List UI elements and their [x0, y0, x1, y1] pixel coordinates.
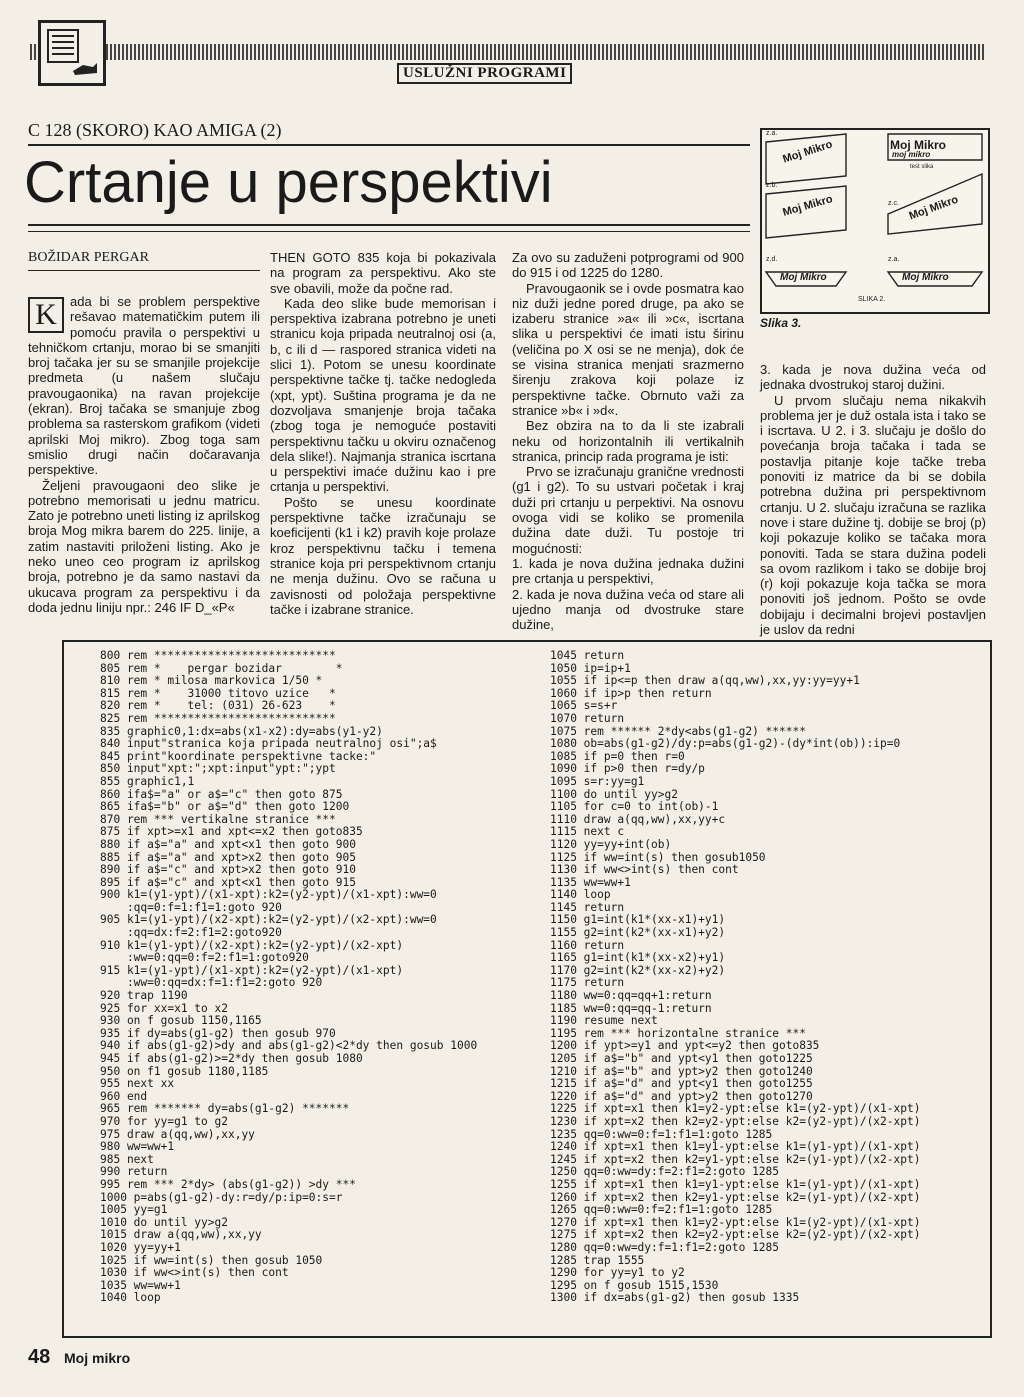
code-line: 1125 if ww=int(s) then gosub1050 — [550, 850, 766, 864]
code-line: 1225 if xpt=x1 then k1=y2-ypt:else k1=(y2-ypt)/(x1-xpt) — [550, 1102, 921, 1116]
divider — [28, 224, 750, 226]
code-line: 1300 if dx=abs(g1-g2) then gosub 1335 — [550, 1291, 800, 1305]
code-line: 925 for xx=x1 to x2 — [100, 1001, 228, 1015]
paragraph: Pošto se unesu koordinate perspektivne tačke izračunaju se koeficijenti (k1 i k2) pravih koje prolaze kroz perspektivnu tačku i temena stranice koja pri perspektivnom crtanju ne menja dužinu. Ovo se računa u zavisnosti od položaja perspektivne tačke i izabrane stranice. — [270, 494, 496, 617]
code-line: 1230 if xpt=x2 then k2=y2-ypt:else k2=(y2-ypt)/(x2-xpt) — [550, 1114, 921, 1128]
code-line: 1200 if ypt>=y1 and ypt<=y2 then goto835 — [550, 1039, 820, 1053]
code-line: 910 k1=(y1-ypt)/(x2-xpt):k2=(y2-ypt)/(x2-xpt) — [100, 938, 404, 952]
code-line: 895 if a$="c" and xpt<x1 then goto 915 — [100, 875, 356, 889]
code-line: 845 print"koordinate perspektivne tacke:" — [100, 749, 377, 763]
code-line: 1160 return — [550, 938, 625, 952]
code-line: 1080 ob=abs(g1-g2)/dy:p=abs(g1-g2)-(dy*int(ob)):ip=0 — [550, 737, 901, 751]
code-line: 960 end — [100, 1089, 148, 1103]
code-line: 1220 if a$="d" and ypt>y2 then goto1270 — [550, 1089, 813, 1103]
code-line: 1170 g2=int(k2*(xx-x2)+y2) — [550, 963, 726, 977]
code-line: 1025 if ww=int(s) then gosub 1050 — [100, 1253, 323, 1267]
code-line: 870 rem *** vertikalne stranice *** — [100, 812, 336, 826]
logo-text: Moj Mikro — [890, 138, 946, 152]
code-line: 1035 ww=ww+1 — [100, 1278, 181, 1292]
list-item: 1. kada je nova dužina jednaka dužini pre crtanja u perspektivi, — [512, 555, 744, 587]
code-line: 1235 qq=0:ww=0:f=1:f1=1:goto 1285 — [550, 1127, 773, 1141]
hand-icon — [71, 51, 99, 77]
list-item: 3. kada je nova dužina veća od jednaka dvostrukoj staroj dužini. — [760, 362, 986, 393]
code-line: 1195 rem *** horizontalne stranice *** — [550, 1026, 806, 1040]
author-byline: BOŽIDAR PERGAR — [28, 250, 149, 265]
article-kicker: C 128 (SKORO) KAO AMIGA (2) — [28, 120, 282, 140]
code-line: 1045 return — [550, 649, 625, 662]
code-line: 995 rem *** 2*dy> (abs(g1-g2)) >dy *** — [100, 1177, 356, 1191]
article-title: Crtanje u perspektivi — [24, 150, 553, 215]
code-line: 985 next — [100, 1152, 154, 1166]
code-line: 1095 s=r:yy=g1 — [550, 774, 645, 788]
paragraph: Željeni pravougaoni deo slike je potrebno memorisati u jednu matricu. Zato je potrebno uneti listing iz aprilskog broja Mog mikra barem do 225. linije, a zatim nastaviti priloženi listing. Ako je neko uneo ceo program iz aprilskog broja, potrebno je da samo nastavi da ukucava program za perspektivu i da doda jednu liniju npr.: 246 IF D_«P« — [28, 477, 260, 615]
logo-text: Moj Mikro — [781, 138, 834, 166]
code-line: 1180 ww=0:qq=qq+1:return — [550, 989, 712, 1003]
code-line: 1055 if ip<=p then draw a(qq,ww),xx,yy:yy=yy+1 — [550, 674, 860, 688]
code-line: 1215 if a$="d" and ypt<y1 then goto1255 — [550, 1077, 813, 1091]
code-line: 1265 qq=0:ww=0:f=2:f1=1:goto 1285 — [550, 1203, 773, 1217]
logo-text: Moj Mikro — [780, 272, 827, 283]
magazine-section-logo — [38, 20, 106, 86]
code-line: 825 rem *************************** — [100, 711, 336, 725]
divider — [28, 231, 750, 232]
code-line: 1090 if p>0 then r=dy/p — [550, 762, 705, 776]
code-line: 1205 if a$="b" and ypt<y1 then goto1225 — [550, 1052, 813, 1065]
code-line: 970 for yy=g1 to g2 — [100, 1114, 228, 1128]
code-line: 800 rem *************************** — [100, 649, 336, 662]
code-line: :ww=0:qq=dx:f=1:f1=2:goto 920 — [100, 976, 323, 990]
test-label: test slika — [910, 164, 934, 170]
code-line: 920 trap 1190 — [100, 989, 188, 1003]
code-line: 1145 return — [550, 900, 625, 914]
code-line: 1275 if xpt=x2 then k2=y2-ypt:else k2=(y2-ypt)/(x2-xpt) — [550, 1228, 921, 1242]
code-line: 1115 next c — [550, 825, 625, 839]
article-column-4 — [760, 362, 986, 637]
code-line: 1190 resume next — [550, 1014, 658, 1028]
magazine-name: Moj mikro — [64, 1350, 131, 1366]
logo-text: Moj Mikro — [781, 193, 835, 219]
paragraph: Bez obzira na to da li ste izabrali neku od horizontalnih ili vertikalnih stranica, princip rada programa je isti: — [512, 418, 744, 464]
code-line: 915 k1=(y1-ypt)/(x1-xpt):k2=(y2-ypt)/(x1-xpt) — [100, 963, 404, 977]
article-column-2 — [270, 250, 496, 617]
panel-label: z.d. — [766, 256, 778, 263]
article-column-1 — [28, 294, 260, 615]
code-line: 1040 loop — [100, 1291, 161, 1305]
code-line: 950 on f1 gosub 1180,1185 — [100, 1064, 269, 1078]
page-number: 48 — [28, 1346, 51, 1368]
code-line: 1005 yy=g1 — [100, 1203, 168, 1217]
code-line: 905 k1=(y1-ypt)/(x2-xpt):k2=(y2-ypt)/(x2-xpt):ww=0 — [100, 913, 437, 927]
panel-label: z.a. — [766, 130, 778, 137]
logo-text: moj mikro — [892, 150, 931, 159]
code-line: 900 k1=(y1-ypt)/(x1-xpt):k2=(y2-ypt)/(x1-xpt):ww=0 — [100, 888, 437, 902]
code-line: 880 if a$="a" and xpt<x1 then goto 900 — [100, 837, 356, 851]
code-line: 1245 if xpt=x2 then k2=y1-ypt:else k2=(y1-ypt)/(x2-xpt) — [550, 1152, 921, 1166]
code-line: 855 graphic1,1 — [100, 774, 195, 788]
code-line: 1285 trap 1555 — [550, 1253, 645, 1267]
code-line: 1085 if p=0 then r=0 — [550, 749, 685, 763]
code-line: 1150 g1=int(k1*(xx-x1)+y1) — [550, 913, 726, 927]
paragraph: ada bi se problem perspektive rešavao matematičkim putem ili pomoću pravila o perspektivi u tehničkom crtanju, morao bi se smanjiti broj tačaka jer su se smanjile projekcije predmeta (u našem slučaju pravougaonika) na ravan projekcije (ekran). Broj tačaka se smanjuje zbog problema sa rasterskom grafikom (videti aprilski Moj mikro). Zbog toga sam smislio drugi način dočaravanja perspektive. — [28, 294, 260, 478]
code-line: 955 next xx — [100, 1077, 175, 1091]
code-line: 1120 yy=yy+int(ob) — [550, 837, 672, 851]
paragraph: U prvom slučaju nema nikakvih problema jer je duž ostala ista i tako se i iscrtava. U 2. i 3. slučaju je došlo do povećanja broja tačaka i tada se postavlja pitanje koje tačke treba ponoviti iz matrice da bi se dobila potrebna dužina pri perspektivnom crtanju. U 2. slučaju izračuna se razlika nove i stare dužine tj. dobije se broj (p) koji pokazuje koliko se tačaka mora ponoviti. Tada se stara dužina podeli sa ovom razlikom i tako se dobije broj (r) koji pokazuje koja tačka se mora ponoviti još jednom. Pošto se ovde dobijaju i decimalni brojevi postavljen je uslov da redni — [760, 392, 986, 638]
drop-cap: K — [28, 297, 64, 333]
panel-label: z.c. — [888, 200, 899, 207]
code-line: 1010 do until yy>g2 — [100, 1215, 228, 1229]
code-line: 1000 p=abs(g1-g2)-dy:r=dy/p:ip=0:s=r — [100, 1190, 343, 1204]
paragraph: THEN GOTO 835 koja bi pokazivala na program za perspektivu. Ako ste sve obavili, može da počne rad. — [270, 250, 496, 296]
code-line: 1130 if ww<>int(s) then cont — [550, 863, 739, 877]
code-line: 945 if abs(g1-g2)>=2*dy then gosub 1080 — [100, 1052, 363, 1065]
code-line: 1290 for yy=y1 to y2 — [550, 1266, 685, 1280]
code-line: 1135 ww=ww+1 — [550, 875, 631, 889]
list-item: 2. kada je nova dužina veća od stare ali ujedno manja od dvostruke stare dužine, — [512, 586, 744, 633]
code-line: 865 ifa$="b" or a$="d" then goto 1200 — [100, 800, 350, 814]
divider — [28, 144, 750, 146]
code-line: 1065 s=s+r — [550, 699, 618, 713]
code-line: 1165 g1=int(k1*(xx-x2)+y1) — [550, 951, 726, 965]
code-line: 805 rem * pergar bozidar * — [100, 661, 343, 675]
code-line: 890 if a$="c" and xpt>x2 then goto 910 — [100, 863, 356, 877]
article-column-3 — [512, 250, 744, 632]
code-line: 1295 on f gosub 1515,1530 — [550, 1278, 719, 1292]
code-line: 1155 g2=int(k2*(xx-x1)+y2) — [550, 926, 726, 940]
code-line: 1280 qq=0:ww=dy:f=1:f1=2:goto 1285 — [550, 1240, 780, 1254]
code-line: 1255 if xpt=x1 then k1=y1-ypt:else k1=(y1-ypt)/(x1-xpt) — [550, 1177, 921, 1191]
code-line: 1260 if xpt=x2 then k2=y1-ypt:else k2=(y1-ypt)/(x2-xpt) — [550, 1190, 921, 1204]
code-line: 885 if a$="a" and xpt>x2 then goto 905 — [100, 850, 356, 864]
panel-label: z.a. — [888, 256, 900, 263]
code-line: 930 on f gosub 1150,1165 — [100, 1014, 262, 1028]
code-line: 1070 return — [550, 711, 625, 725]
figure-inner-label: SLIKA 2. — [858, 296, 886, 303]
code-line: 1140 loop — [550, 888, 611, 902]
code-line: 1015 draw a(qq,ww),xx,yy — [100, 1228, 262, 1242]
code-line: 1185 ww=0:qq=qq-1:return — [550, 1001, 712, 1015]
code-line: 990 return — [100, 1165, 168, 1179]
header-hatched-bar — [30, 44, 985, 60]
code-line: 935 if dy=abs(g1-g2) then gosub 970 — [100, 1026, 336, 1040]
code-line: 1030 if ww<>int(s) then cont — [100, 1266, 289, 1280]
code-line: 1175 return — [550, 976, 625, 990]
code-line: 860 ifa$="a" or a$="c" then goto 875 — [100, 787, 343, 801]
listing-right-column — [550, 650, 920, 1305]
code-line: 840 input"stranica koja pripada neutralnoj osi";a$ — [100, 737, 437, 751]
listing-left-column — [100, 650, 477, 1305]
program-listing — [62, 640, 992, 1338]
paragraph: Kada deo slike bude memorisan i perspektiva izabrana potrebno je uneti stranicu koja pripada neutralnoj osi (a, b, c ili d — raspored stranica videti na slici 1). Potom se unesu koordinate perspektivne tačke tj. tačke nedogleda (xpt, ypt). Suština programa je da ne dozvoljava smanjenje broja tačaka (zbog toga je nemoguće postaviti perspektivnu tačku u okviru označenog dela slike!). Najmanja stranica iscrtana u perspektivi imaće dužinu kao i pre crtanja u perspektivi. — [270, 295, 496, 495]
code-line: 980 ww=ww+1 — [100, 1140, 175, 1154]
paragraph: Prvo se izračunaju granične vrednosti (g1 i g2). To su ustvari početak i kraj duži pri crtanju u perpektivi. Na osnovu ovoga vidi se koliko se promenila dužina date duži. Tu postoje tri mogućnosti: — [512, 464, 744, 556]
code-line: 850 input"xpt:";xpt:input"ypt:";ypt — [100, 762, 336, 776]
code-line: 965 rem ******* dy=abs(g1-g2) ******* — [100, 1102, 350, 1116]
code-line: 1100 do until yy>g2 — [550, 787, 678, 801]
code-line: 1020 yy=yy+1 — [100, 1240, 181, 1254]
code-line: 1110 draw a(qq,ww),xx,yy+c — [550, 812, 726, 826]
section-label: USLUŽNI PROGRAMI — [397, 63, 572, 84]
code-line: 810 rem * milosa markovica 1/50 * — [100, 674, 323, 688]
figure-slika-3 — [760, 128, 990, 314]
code-line: 1075 rem ****** 2*dy<abs(g1-g2) ****** — [550, 724, 806, 738]
logo-text: Moj Mikro — [907, 193, 960, 223]
code-line: 1050 ip=ip+1 — [550, 661, 631, 675]
figure-caption: Slika 3. — [760, 316, 802, 330]
panel-label: z.b. — [766, 182, 778, 189]
code-line: 1060 if ip>p then return — [550, 686, 712, 700]
code-line: :qq=dx:f=2:f1=2:goto920 — [100, 926, 282, 940]
code-line: 1250 qq=0:ww=dy:f=2:f1=2:goto 1285 — [550, 1165, 780, 1179]
code-line: 820 rem * tel: (031) 26-623 * — [100, 699, 336, 713]
paragraph: Pravougaonik se i ovde posmatra kao niz duži jedne pored druge, pa ako se izaberu stranice »a« ili »c«, iscrtana slika u perspektivi će imati istu širinu (veličina po X osi se ne menja), dok će se visina stranica menjati srazmerno širenju zrakova koji polaze iz perspektivne tačke. Obrnuto važi za stranice »b« i »d«. — [512, 280, 744, 418]
code-line: 815 rem * 31000 titovo uzice * — [100, 686, 336, 700]
code-line: 1210 if a$="b" and ypt>y2 then goto1240 — [550, 1064, 813, 1078]
logo-text: Moj Mikro — [902, 272, 949, 283]
code-line: :ww=0:qq=0:f=2:f1=1:goto920 — [100, 951, 309, 965]
code-line: 940 if abs(g1-g2)>dy and abs(g1-g2)<2*dy then gosub 1000 — [100, 1039, 478, 1053]
code-line: 975 draw a(qq,ww),xx,yy — [100, 1127, 255, 1141]
code-line: 875 if xpt>=x1 and xpt<=x2 then goto835 — [100, 825, 363, 839]
paragraph: Za ovo su zaduženi potprogrami od 900 do 915 i od 1225 do 1280. — [512, 250, 744, 281]
code-line: :qq=0:f=1:f1=1:goto 920 — [100, 900, 282, 914]
code-line: 1105 for c=0 to int(ob)-1 — [550, 800, 719, 814]
divider — [28, 270, 260, 271]
code-line: 1240 if xpt=x1 then k1=y1-ypt:else k1=(y1-ypt)/(x1-xpt) — [550, 1140, 921, 1154]
code-line: 1270 if xpt=x1 then k1=y2-ypt:else k1=(y2-ypt)/(x1-xpt) — [550, 1215, 921, 1229]
code-line: 835 graphic0,1:dx=abs(x1-x2):dy=abs(y1-y2) — [100, 724, 383, 738]
